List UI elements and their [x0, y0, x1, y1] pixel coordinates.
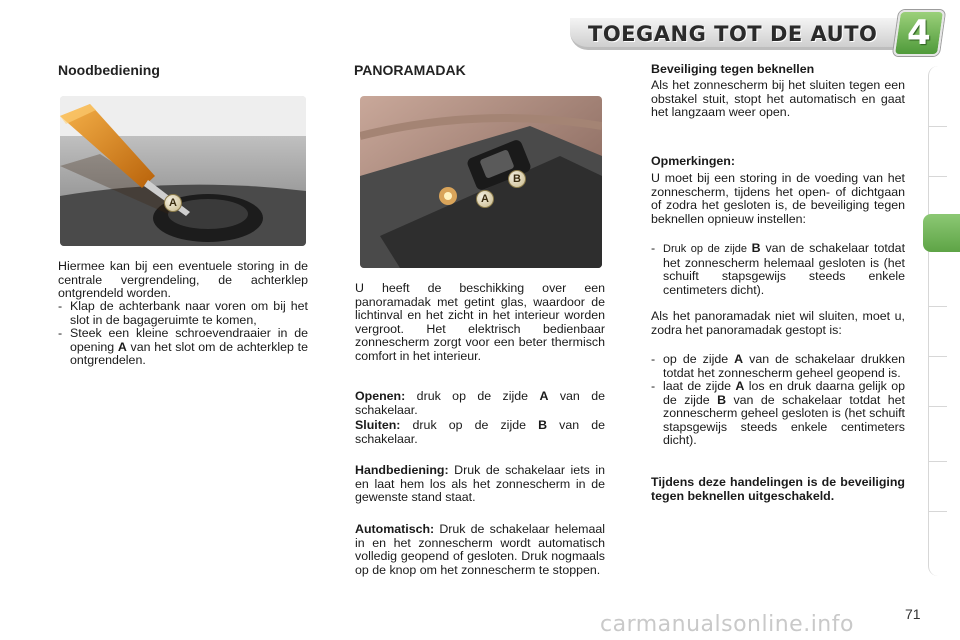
instruction-handbediening: Handbediening: Druk de schakelaar iets in en laat hem los als het zonnescherm in de gewenste stand staat. [355, 463, 605, 504]
photo-emergency-release [60, 96, 306, 246]
instruction-sluiten: Sluiten: druk op de zijde B van de schakelaar. [355, 418, 605, 446]
chapter-number: 4 [907, 13, 931, 53]
opmerkingen-steps [651, 242, 905, 297]
list-item: - op de zijde A van de schakelaar drukken totdat het zonnescherm geheel geopend is. [651, 353, 905, 380]
marker-a: A [164, 194, 182, 212]
tab-divider [929, 176, 947, 177]
list-item: - Steek een kleine schroevendraaier in de opening A van het slot om de achterklep te ontgrendelen. [58, 327, 308, 368]
panoramadak-steps [651, 353, 905, 448]
tab-divider [929, 406, 947, 407]
sunroof-switch-illustration [360, 96, 602, 268]
noodbediening-intro: Hiermee kan bij een eventuele storing in de centrale vergrendeling, de achterklep ontgrendeld worden. [58, 259, 308, 300]
list-item: - Klap de achterbank naar voren om bij het slot in de bagageruimte te komen, [58, 300, 308, 327]
tab-divider [929, 356, 947, 357]
beveiliging-text: Als het zonnescherm bij het sluiten tegen een obstakel stuit, stopt het automatisch en gaat het langzaam weer open. [651, 78, 905, 119]
page-number: 71 [905, 606, 921, 622]
list-item: - laat de zijde A los en druk daarna gelijk op de zijde B van de schakelaar totdat het zonnescherm geheel gesloten is (het schuift stapsgewijs steeds enkele centimeters dicht). [651, 380, 905, 448]
tab-divider [929, 126, 947, 127]
marker-a: A [476, 190, 494, 208]
section-title-noodbediening: Noodbediening [58, 62, 160, 78]
panoramadak-intro: U heeft de beschikking over een panoramadak met getint glas, waardoor de lichtinval en het zicht in het interieur worden vergroot. Het elektrisch bedienbaar zonnescherm zorgt voor een beter thermisch comfort in het interieur. [355, 281, 605, 363]
chapter-header [560, 8, 960, 58]
marker-b: B [508, 170, 526, 188]
tab-divider [929, 461, 947, 462]
tab-chapter-4[interactable] [923, 214, 960, 252]
opmerkingen-text: U moet bij een storing in de voeding van het zonnescherm, tijdens het open- of dichtgaan of zodra het gesloten is, de beveiliging tegen beknellen opnieuw instellen: [651, 171, 905, 226]
panoramadak-niet-sluiten-text: Als het panoramadak niet wil sluiten, moet u, zodra het panoramadak gestopt is: [651, 309, 905, 337]
warning-text: Tijdens deze handelingen is de beveiliging tegen beknellen uitgeschakeld. [651, 475, 905, 503]
heading-opmerkingen: Opmerkingen: [651, 154, 735, 168]
chapter-number-badge [893, 10, 945, 56]
heading-beveiliging: Beveiliging tegen beknellen [651, 62, 815, 76]
section-title-panoramadak: PANORAMADAK [354, 62, 466, 78]
chapter-tabs [928, 66, 960, 576]
chapter-title: TOEGANG TOT DE AUTO [588, 22, 878, 46]
photo-sunroof-switch [360, 96, 602, 268]
emergency-release-illustration [60, 96, 306, 246]
instruction-automatisch: Automatisch: Druk de schakelaar helemaal in en het zonnescherm wordt automatisch volledig geopend of gesloten. Druk nogmaals op de knop om het zonnescherm te stoppen. [355, 522, 605, 577]
list-item: - Druk op de zijde B van de schakelaar totdat het zonnescherm helemaal gesloten is (het schuift stapsgewijs steeds enkele centimeters dicht). [651, 242, 905, 297]
watermark: carmanualsonline.info [600, 612, 854, 637]
noodbediening-steps [58, 300, 308, 368]
tab-divider [929, 511, 947, 512]
instruction-openen: Openen: druk op de zijde A van de schakelaar. [355, 389, 605, 417]
tab-divider [929, 306, 947, 307]
